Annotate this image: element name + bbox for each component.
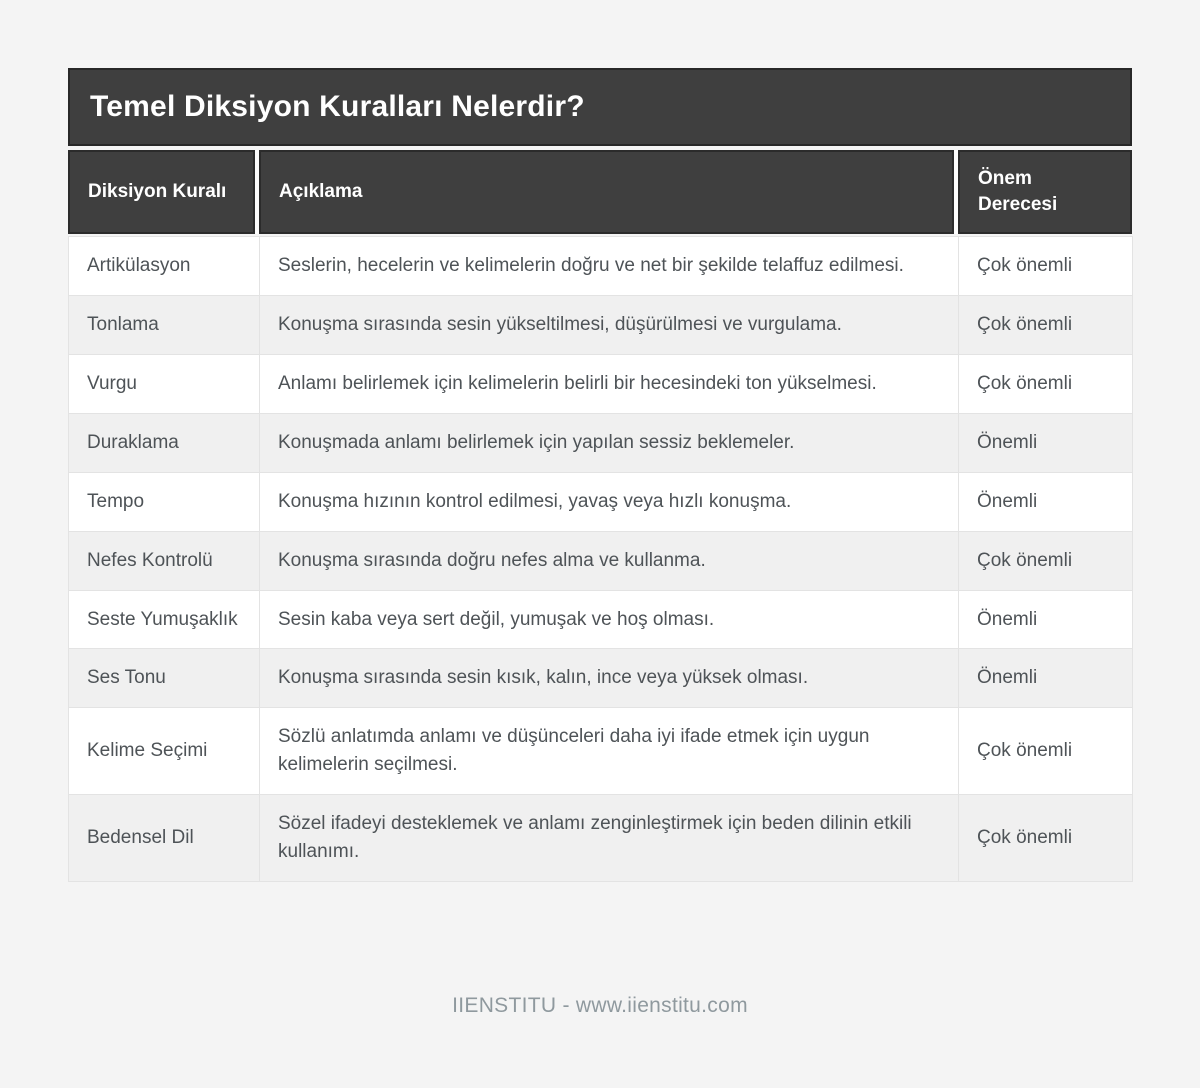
cell-description: Anlamı belirlemek için kelimelerin belirli bir hecesindeki ton yükselmesi. xyxy=(260,354,959,413)
table-row xyxy=(69,590,1133,649)
cell-importance: Çok önemli xyxy=(959,795,1133,882)
cell-importance: Çok önemli xyxy=(959,531,1133,590)
cell-importance: Çok önemli xyxy=(959,295,1133,354)
diction-table xyxy=(68,236,1133,882)
table-title-bar xyxy=(68,68,1132,146)
table-row xyxy=(69,237,1133,296)
cell-importance: Çok önemli xyxy=(959,237,1133,296)
table-row xyxy=(69,354,1133,413)
cell-importance: Önemli xyxy=(959,649,1133,708)
cell-importance: Önemli xyxy=(959,413,1133,472)
cell-rule: Vurgu xyxy=(69,354,260,413)
footer-credit: IIENSTITU - www.iienstitu.com xyxy=(452,994,748,1017)
cell-description: Konuşma sırasında sesin yükseltilmesi, düşürülmesi ve vurgulama. xyxy=(260,295,959,354)
cell-rule: Duraklama xyxy=(69,413,260,472)
cell-description: Seslerin, hecelerin ve kelimelerin doğru ve net bir şekilde telaffuz edilmesi. xyxy=(260,237,959,296)
cell-rule: Kelime Seçimi xyxy=(69,708,260,795)
cell-rule: Bedensel Dil xyxy=(69,795,260,882)
table-row xyxy=(69,413,1133,472)
cell-rule: Seste Yumuşaklık xyxy=(69,590,260,649)
cell-importance: Önemli xyxy=(959,472,1133,531)
column-header-diksiyon-kurali: Diksiyon Kuralı xyxy=(68,150,255,234)
cell-rule: Tonlama xyxy=(69,295,260,354)
cell-importance: Önemli xyxy=(959,590,1133,649)
table-row xyxy=(69,531,1133,590)
table-body xyxy=(69,237,1133,882)
cell-description: Konuşma sırasında doğru nefes alma ve kullanma. xyxy=(260,531,959,590)
column-header-aciklama: Açıklama xyxy=(259,150,954,234)
cell-rule: Ses Tonu xyxy=(69,649,260,708)
table-row xyxy=(69,472,1133,531)
cell-description: Sözlü anlatımda anlamı ve düşünceleri daha iyi ifade etmek için uygun kelimelerin seçilmesi. xyxy=(260,708,959,795)
page-title: Temel Diksiyon Kuralları Nelerdir? xyxy=(90,90,585,123)
column-header-onem-derecesi: Önem Derecesi xyxy=(958,150,1132,234)
cell-rule: Artikülasyon xyxy=(69,237,260,296)
cell-description: Sözel ifadeyi desteklemek ve anlamı zenginleştirmek için beden dilinin etkili kullanımı. xyxy=(260,795,959,882)
cell-description: Konuşmada anlamı belirlemek için yapılan sessiz beklemeler. xyxy=(260,413,959,472)
cell-description: Konuşma hızının kontrol edilmesi, yavaş veya hızlı konuşma. xyxy=(260,472,959,531)
table-row xyxy=(69,295,1133,354)
table-header-row xyxy=(68,150,1132,234)
cell-description: Konuşma sırasında sesin kısık, kalın, ince veya yüksek olması. xyxy=(260,649,959,708)
diction-table-card xyxy=(68,68,1132,882)
cell-rule: Nefes Kontrolü xyxy=(69,531,260,590)
cell-importance: Çok önemli xyxy=(959,708,1133,795)
cell-description: Sesin kaba veya sert değil, yumuşak ve hoş olması. xyxy=(260,590,959,649)
table-row xyxy=(69,708,1133,795)
table-row xyxy=(69,649,1133,708)
cell-rule: Tempo xyxy=(69,472,260,531)
table-row xyxy=(69,795,1133,882)
cell-importance: Çok önemli xyxy=(959,354,1133,413)
